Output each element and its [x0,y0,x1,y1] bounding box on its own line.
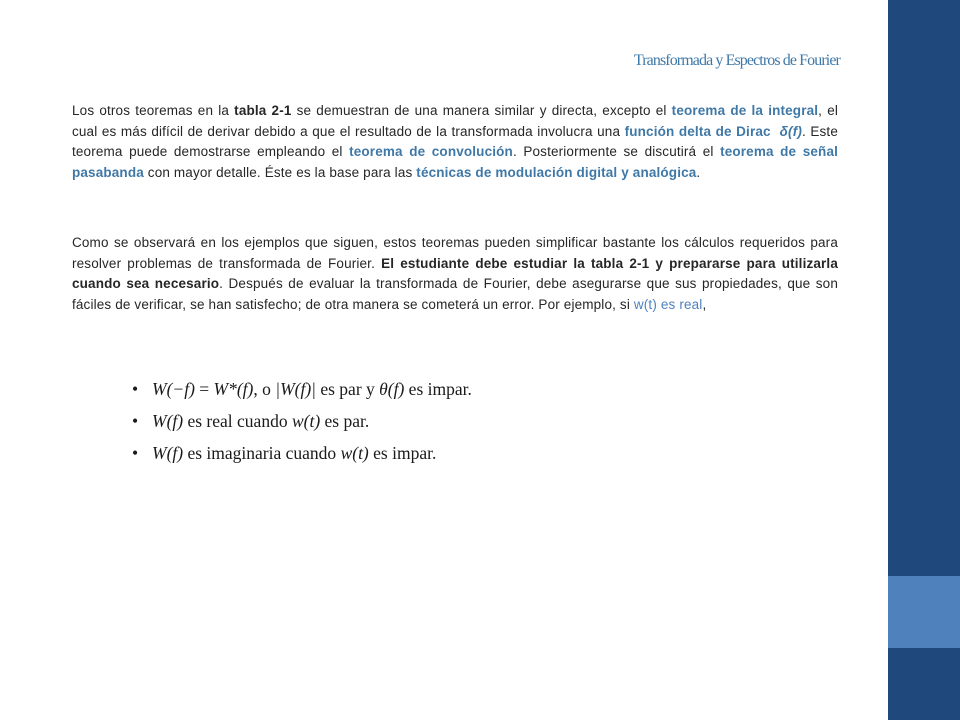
list-item [130,440,472,472]
math-operator: = [194,379,214,399]
text: es par y [315,379,380,399]
paragraph-theorems [72,101,838,183]
highlight-dirac-delta: función delta de Dirac [624,123,771,139]
math-term: w(t) [340,443,369,463]
math-term: W*(f) [213,379,254,399]
text: . [696,164,701,180]
math-term: W(−f) [152,379,195,399]
highlight-bandpass-theorem: teorema de señal pasabanda [72,144,838,180]
text: es impar. [404,379,472,399]
slide-title: Transformada y Espectros de Fourier [633,52,840,69]
list-item [130,408,472,440]
text: , el cual es más difícil de derivar debido a que el resultado de la transformada involucra una [72,103,838,139]
sidebar-decoration-middle [888,576,960,648]
highlight-modulation-techniques: técnicas de modulación digital y analógica [416,164,697,180]
bullet-icon: • [132,443,139,463]
text [771,124,780,139]
bullet-icon: • [132,411,139,431]
text: . Después de evaluar la transformada de Fourier, debe asegurarse que sus propiedades, que son fáciles de verificar, se han satisfecho; de otra manera se cometerá un error. Por ejemplo, si [72,276,838,312]
math-term: W(f) [152,411,184,431]
text: es real cuando [183,411,292,431]
text: . Este teorema puede demostrarse empleando el [72,123,838,159]
math-term: θ(f) [379,379,405,399]
text: se demuestran de una manera similar y directa, excepto el [291,103,672,118]
text: . Posteriormente se discutirá el [512,144,721,159]
text: es imaginaria cuando [183,443,341,463]
text: con mayor detalle. Éste es la base para las [143,164,417,180]
highlight-convolution-theorem: teorema de convolución [349,144,513,159]
bold-text: tabla 2-1 [234,103,292,118]
highlight-delta-f: δ(f) [779,123,802,139]
highlight-w-real: w(t) es real [633,296,703,312]
text: , o [253,379,276,399]
bold-text: El estudiante debe estudiar la tabla 2-1 y prepararse para utilizarla cuando sea necesario [72,255,838,291]
math-term: w(t) [291,411,321,431]
paragraph-examples [72,233,838,315]
math-term: W(f) [152,443,184,463]
properties-list [130,376,472,472]
sidebar-decoration-top [888,0,960,576]
text: es par. [320,411,370,431]
highlight-integral-theorem: teorema de la integral [671,103,819,118]
text: Como se observará en los ejemplos que siguen, estos teoremas pueden simplificar bastante los cálculos requeridos para resolver problemas de transformada de Fourier. [72,235,838,271]
bullet-icon: • [132,379,139,399]
math-term: |W(f)| [275,379,316,399]
text: es impar. [368,443,437,463]
sidebar-decoration-bottom [888,648,960,720]
text: Los otros teoremas en la [72,103,235,118]
text: , [702,296,707,312]
list-item [130,376,472,408]
